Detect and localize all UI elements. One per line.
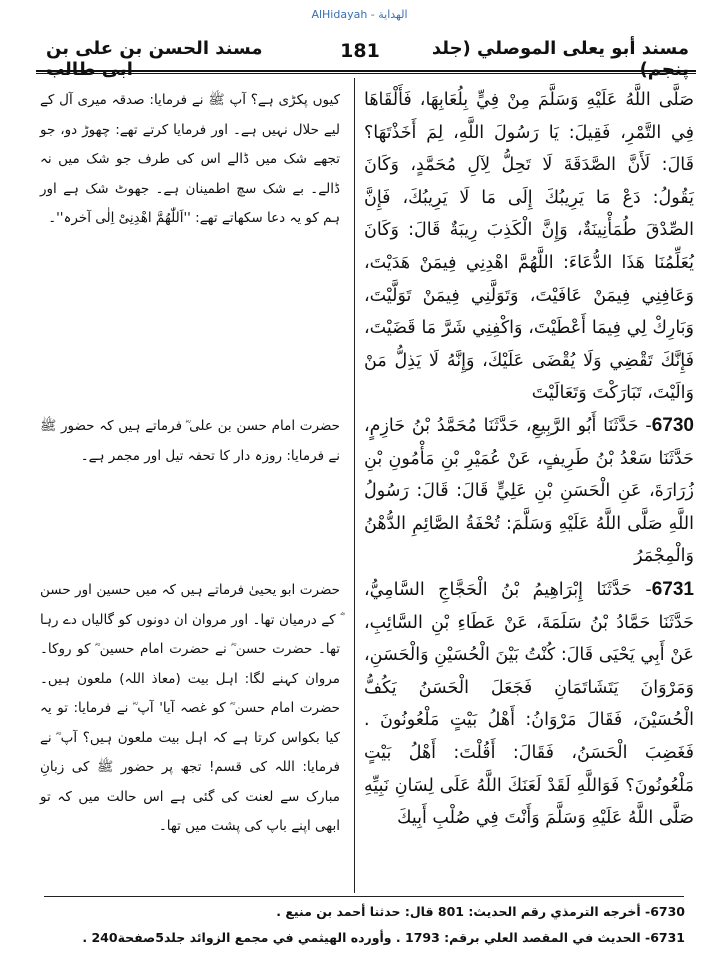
footnote-6730: 6730- أخرجه الترمذي رقم الحديث: 801 قال: حدثنا أحمد بن منيع . — [276, 904, 685, 919]
hadith-number: 6731 — [651, 579, 694, 600]
arabic-block-continuation — [364, 84, 694, 410]
page-number: 181 — [340, 40, 380, 62]
header-rule-thin — [36, 73, 696, 74]
arabic-block-6730 — [364, 410, 694, 573]
urdu-block-6731 — [40, 576, 340, 842]
arabic-text: - حَدَّثَنَا أَبُو الرَّبِيعِ، حَدَّثَنَا مُحَمَّدُ بْنُ حَازِمٍ، حَدَّثَنَا سَعْدُ بْنُ طَرِيفٍ، عَنْ عُمَيْرِ بْنِ مَأْمُونِ بْنِ زُرَارَةَ، عَنِ الْحَسَنِ بْنِ عَلِيٍّ قَالَ: قَالَ: رَسُولُ اللَّهِ صَلَّى اللَّهُ عَلَيْهِ وَسَلَّمَ: تُحْفَةُ الصَّائِمِ الدُّهْنُ وَالْمِجْمَرُ — [364, 416, 694, 567]
site-label: AlHidayah - الهداية — [311, 8, 408, 21]
urdu-text: حضرت امام حسن بن علی ؓ فرماتے ہیں کہ حضور ﷺ نے فرمایا: روزہ دار کا تحفہ تیل اور مجمر ہے۔ — [40, 418, 340, 464]
arabic-text: - حَدَّثَنَا إِبْرَاهِيمُ بْنُ الْحَجَّاجِ السَّامِيُّ، حَدَّثَنَا حَمَّادُ بْنُ سَلَمَةَ، عَنْ عَطَاءِ بْنِ السَّائِبِ، عَنْ أَبِي يَحْيَى قَالَ: كُنْتُ بَيْنَ الْحُسَيْنِ وَالْحَسَنِ، وَمَرْوَانَ يَتَشَاتَمَانِ فَجَعَلَ الْحَسَنُ يَكُفُّ الْحُسَيْنَ، فَقَالَ مَرْوَانُ: أَهْلُ بَيْتٍ مَلْعُونُونَ . فَغَضِبَ الْحَسَنُ، فَقَالَ: أَقُلْتَ: أَهْلُ بَيْتٍ مَلْعُونُونَ؟ فَوَاللَّهِ لَقَدْ لَعَنَكَ اللَّهُ عَلَى لِسَانِ نَبِيِّهِ صَلَّى اللَّهُ عَلَيْهِ وَسَلَّمَ وَأَنْتَ فِي صُلْبِ أَبِيكَ — [364, 580, 694, 829]
header-left-title: مسند الحسن بن علی بن ابی طالب — [46, 38, 263, 80]
urdu-text: حضرت ابو یحییٰ فرماتے ہیں کہ میں حسین اور حسن ؓ کے درمیان تھا۔ اور مروان ان دونوں کو گالیاں دے رہا تھا۔ حضرت حسن ؓ نے حضرت امام حسین ؓ کو روکا۔ مروان کہنے لگا: اہل بیت (معاذ اللہ) ملعون ہیں۔ حضرت امام حسن ؓ کو غصہ آیا' آپ ؓ نے فرمایا: تو یہ کیا بکواس کرتا ہے کہ اہل بیت ملعون ہیں؟ آپ ؓ نے فرمایا: اللہ کی قسم! تجھ پر حضور ﷺ کی زبانِ مبارک سے لعنت کی گئی ہے اس حالت میں کہ تو ابھی اپنے باپ کی پشت میں تھا۔ — [40, 582, 340, 834]
header-rule — [36, 70, 696, 72]
footnote-rule — [44, 896, 684, 897]
footnote-6731: 6731- الحديث في المقصد العلي برقم: 1793 . وأورده الهيثمي في مجمع الزوائد جلد5صفحة240 . — [82, 930, 685, 945]
column-divider — [354, 78, 355, 893]
arabic-block-6731 — [364, 574, 694, 835]
arabic-text: صَلَّى اللَّهُ عَلَيْهِ وَسَلَّمَ مِنْ فِيٍّ بِلُعَابِهَا، فَأَلْقَاهَا فِي التَّمْرِ، فَقِيلَ: يَا رَسُولَ اللَّهِ، لِمَ أَخَذْتَهَا؟ قَالَ: لَأَنَّ الصَّدَقَةَ لَا تَحِلُّ لِآلِ مُحَمَّدٍ، وَكَانَ يَقُولُ: دَعْ مَا يَرِيبُكَ إِلَى مَا لَا يَرِيبُكَ، فَإِنَّ الصِّدْقَ طُمَأْنِينَةٌ، وَإِنَّ الْكَذِبَ رِيبَةٌ قَالَ: وَكَانَ يُعَلِّمُنَا هَذَا الدُّعَاءَ: اللَّهُمَّ اهْدِنِي فِيمَنْ هَدَيْتَ، وَعَافِنِي فِيمَنْ عَافَيْتَ، وَتَوَلَّنِي فِيمَنْ تَوَلَّيْتَ، وَبَارِكْ لِي فِيمَا أَعْطَيْتَ، وَاكْفِنِي شَرَّ مَا قَضَيْتَ، فَإِنَّكَ تَقْضِي وَلَا يُقْضَى عَلَيْكَ، وَإِنَّهُ لَا يَذِلُّ مَنْ وَالَيْتَ، تَبَارَكْتَ وَتَعَالَيْتَ — [364, 90, 694, 404]
page-header — [0, 34, 719, 80]
urdu-block-continuation — [40, 86, 340, 234]
header-right-title: مسند أبو يعلى الموصلي (جلد پنجم) — [431, 38, 689, 80]
hadith-number: 6730 — [651, 415, 694, 436]
urdu-text: کیوں پکڑی ہے؟ آپ ﷺ نے فرمایا: صدقہ میری آل کے لیے حلال نہیں ہے۔ اور فرمایا کرتے تھے: چھوڑ دو، جو تجھے شک میں ڈالے اس کی طرف جو شک میں نہ ڈالے۔ بے شک سچ اطمینان ہے۔ جھوٹ شک ہے اور ہم کو یہ دعا سکھاتے تھے: ''اَللّٰھُمَّ اھْدِنِیْ اِلٰی آخرہ''۔ — [40, 92, 340, 226]
urdu-block-6730 — [40, 412, 340, 471]
